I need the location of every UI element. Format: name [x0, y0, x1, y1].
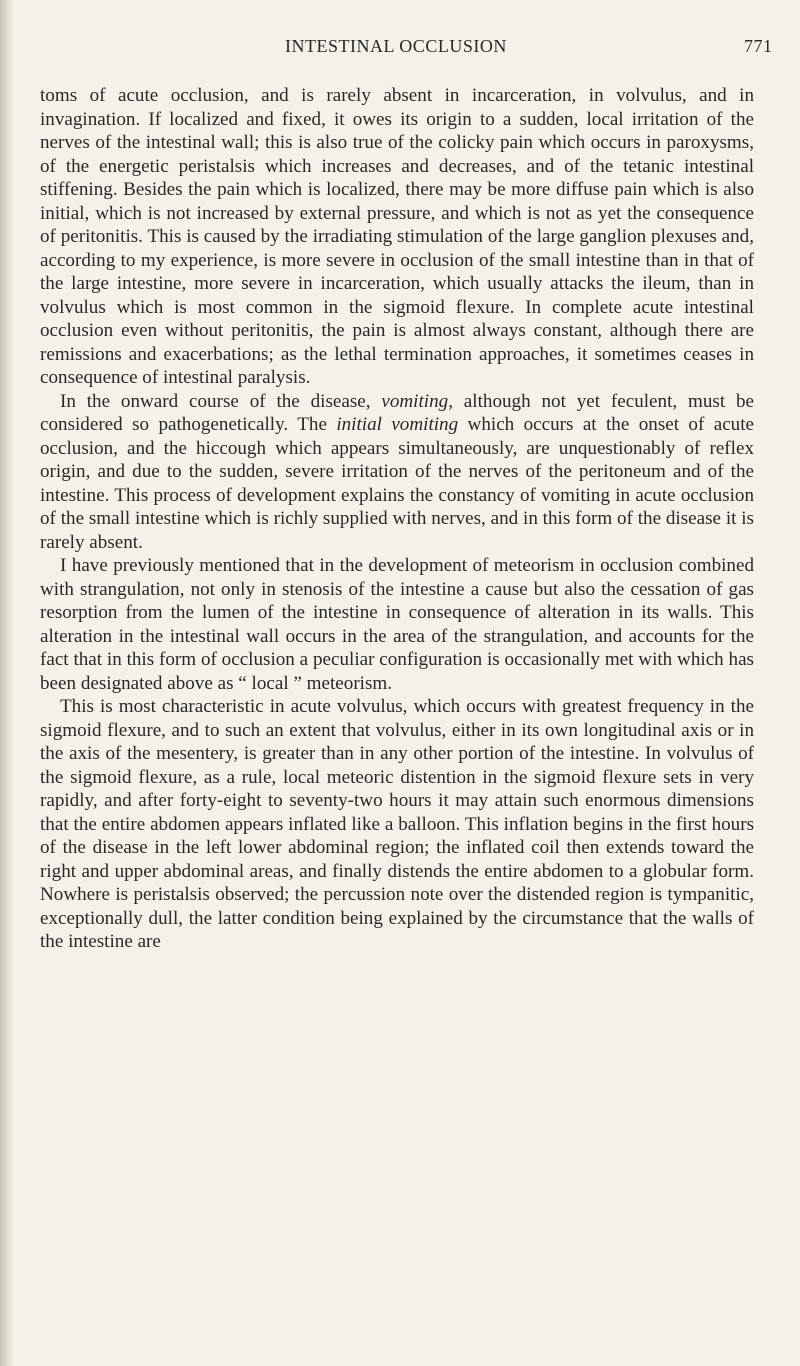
body-text: [40, 84, 754, 954]
emphasis-vomiting: vomiting,: [381, 390, 453, 412]
page-number: 771: [744, 36, 773, 56]
paragraph-2: [40, 390, 754, 555]
paragraph-2-part-3: which occurs at the onset of acute occlusion, and the hiccough which appears simultaneously, are unquestionably of reflex origin, and due to the sudden, severe irritation of the nerves of the peritoneum and of the intestine. This process of development explains the constancy of vomiting in acute occlusion of the small intestine which is richly supplied with nerves, and in this form of the disease it is rarely absent.: [40, 414, 754, 553]
chapter-title: INTESTINAL OCCLUSION: [285, 36, 507, 56]
paragraph-4: This is most characteristic in acute volvulus, which occurs with greatest frequency in the sigmoid flexure, and to such an extent that volvulus, either in its own longitudinal axis or in the axis of the mesentery, is greater than in any other portion of the intestine. In volvulus of the sigmoid flexure, as a rule, local meteoric distention in the sigmoid flexure sets in very rapidly, and after forty-eight to seventy-two hours it may attain such enormous dimensions that the entire abdomen appears inflated like a balloon. This inflation begins in the first hours of the disease in the left lower abdominal region; the inflated coil then extends toward the right and upper abdominal areas, and finally distends the entire abdomen to a globular form. Nowhere is peristalsis observed; the percussion note over the distended region is tympanitic, exceptionally dull, the latter condition being explained by the circumstance that the walls of the intestine are: [40, 696, 754, 952]
emphasis-initial-vomiting: initial vomiting: [336, 414, 459, 435]
paragraph-2-part-1: In the onward course of the disease,: [60, 390, 382, 412]
paragraph-3: I have previously mentioned that in the development of meteorism in occlusion combined with strangulation, not only in stenosis of the intestine a cause but also the cessation of gas resorption from the lumen of the intestine in consequence of alteration in its walls. This alteration in the intestinal wall occurs in the area of the strangulation, and accounts for the fact that in this form of occlusion a peculiar configuration is occasionally met with which has been designated above as “ local ” meteorism.: [40, 555, 754, 694]
page-binding-edge: [0, 0, 14, 1366]
paragraph-2-part-2: although not yet feculent, must be considered so pathogenetically. The: [40, 390, 754, 435]
paragraph-1: toms of acute occlusion, and is rarely absent in incarceration, in volvulus, and in invagination. If localized and fixed, it owes its origin to a sudden, local irritation of the nerves of the intestinal wall; this is also true of the colicky pain which occurs in paroxysms, of the energetic peristalsis which increases and decreases, and of the tetanic intestinal stiffening. Besides the pain which is localized, there may be more diffuse pain which is also initial, which is not increased by external pressure, and which is not as yet the consequence of peritonitis. This is caused by the irradiating stimulation of the large ganglion plexuses and, according to my experience, is more severe in occlusion of the small intestine than in that of the large intestine, more severe in incarceration, which usually attacks the ileum, than in volvulus which is most common in the sigmoid flexure. In complete acute intestinal occlusion even without peritonitis, the pain is almost always constant, although there are remissions and exacerbations; as the lethal termination approaches, it sometimes ceases in consequence of intestinal paralysis.: [40, 85, 754, 388]
